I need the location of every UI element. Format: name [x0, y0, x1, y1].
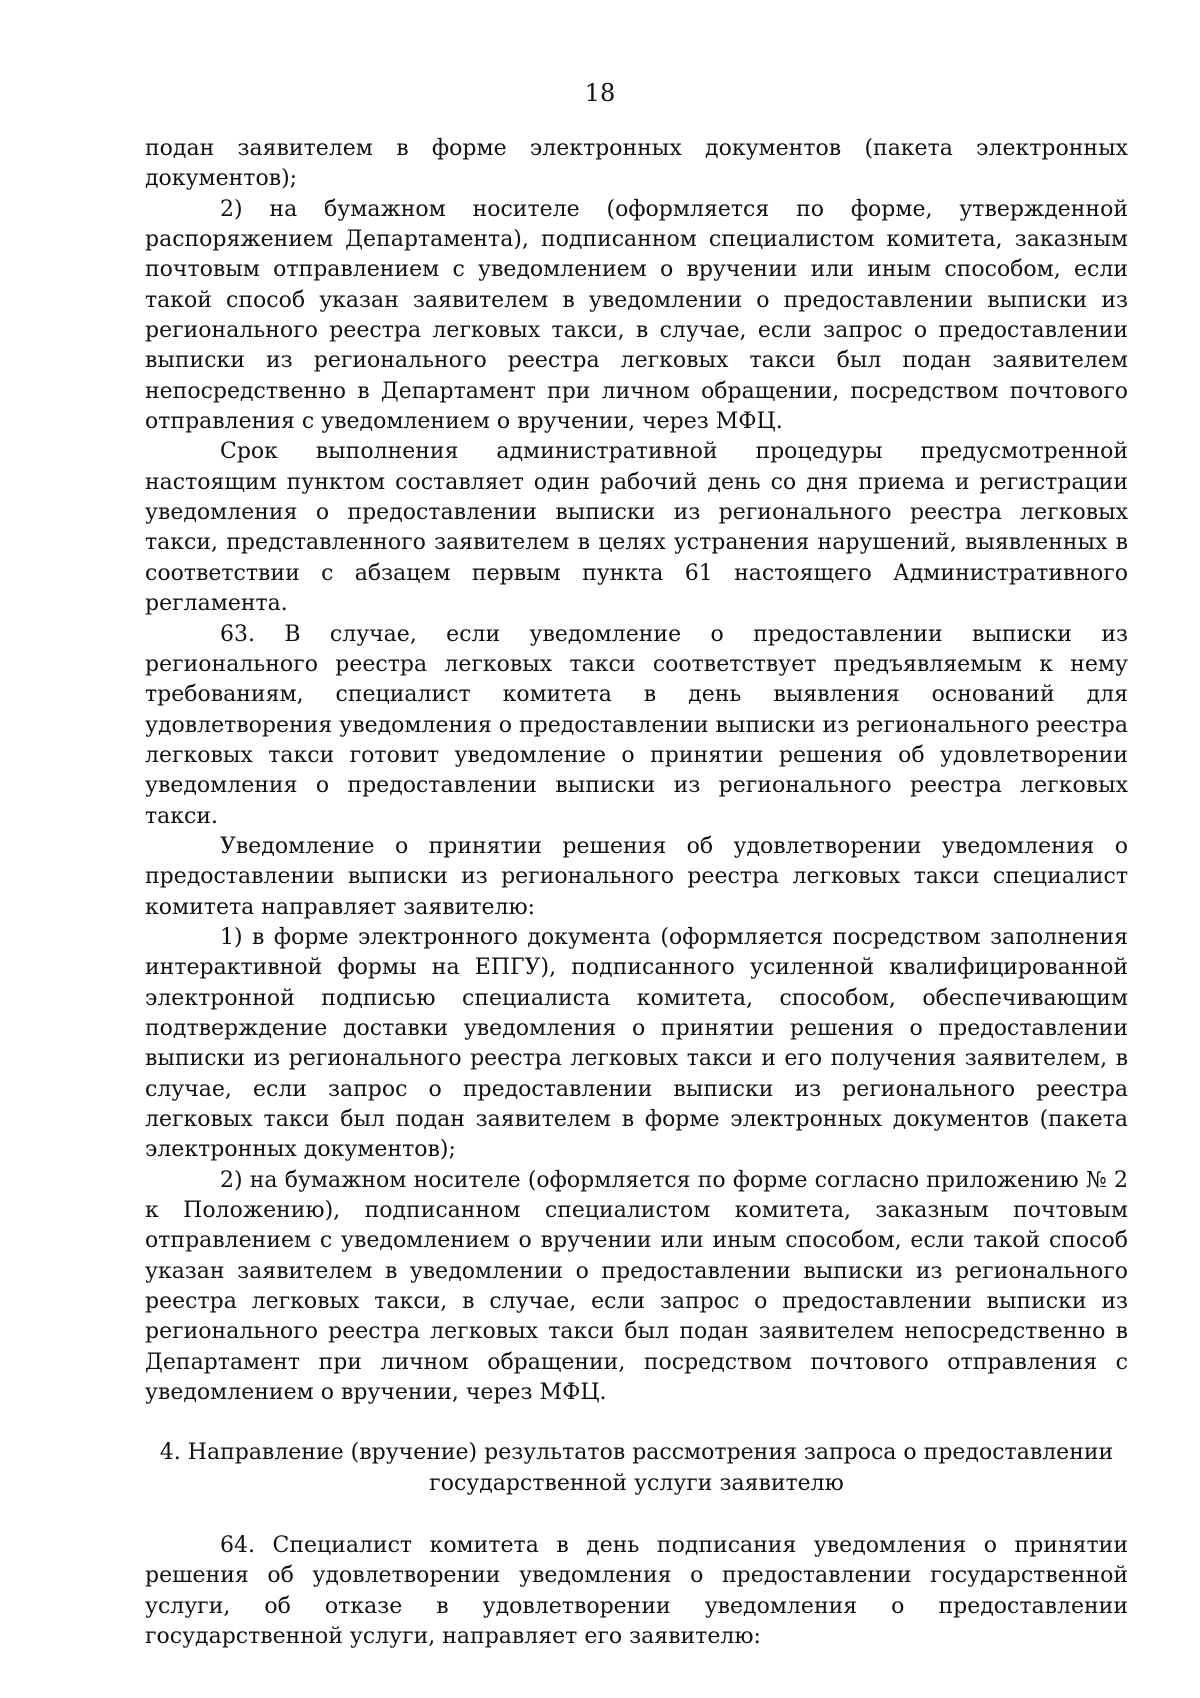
paragraph-63: 63. В случае, если уведомление о предоставлении выписки из регионального реестра легковых такси соответствует предъявляемым к нему требованиям, специалист комитета в день выявления оснований для удовлетворения уведомления о предоставлении выписки из регионального реестра легковых такси готовит уведомление о принятии решения об удовлетворении уведомления о предоставлении выписки из регионального реестра легковых такси. — [145, 621, 1128, 829]
page-number: 18 — [584, 79, 616, 107]
paragraph-item-2-paper: 2) на бумажном носителе (оформляется по форме, утвержденной распоряжением Департамента), подписанном специалистом комитета, заказным почтовым отправлением с уведомлением о вручении или иным способом, если такой способ указан заявителем в уведомлении о предоставлении выписки из регионального реестра легковых такси, в случае, если запрос о предоставлении выписки из регионального реестра легковых такси был подан заявителем непосредственно в Департамент при личном обращении, посредством почтового отправления с уведомлением о вручении, через МФЦ. — [145, 196, 1128, 435]
section-heading-line-2: государственной услуги заявителю — [429, 1470, 844, 1496]
paragraph-notification: Уведомление о принятии решения об удовлетворении уведомления о предоставлении выписки из регионального реестра легковых такси специалист комитета направляет заявителю: — [145, 833, 1128, 920]
paragraph-item-2-paper-second: 2) на бумажном носителе (оформляется по форме согласно приложению № 2 к Положению), подписанном специалистом комитета, заказным почтовым отправлением с уведомлением о вручении или иным способом, если такой способ указан заявителем в уведомлении о предоставлении выписки из регионального реестра легковых такси, в случае, если запрос о предоставлении выписки из регионального реестра легковых такси был подан заявителем непосредственно в Департамент при личном обращении, посредством почтового отправления с уведомлением о вручении, через МФЦ. — [145, 1167, 1128, 1406]
paragraph-item-1-electronic: 1) в форме электронного документа (оформляется посредством заполнения интерактивной формы на ЕПГУ), подписанного усиленной квалифицированной электронной подписью специалиста комитета, способом, обеспечивающим подтверждение доставки уведомления о принятии решения о предоставлении выписки из регионального реестра легковых такси и его получения заявителем, в случае, если запрос о предоставлении выписки из регионального реестра легковых такси был подан заявителем в форме электронных документов (пакета электронных документов); — [145, 924, 1128, 1163]
section-heading — [145, 1438, 1128, 1499]
paragraph-continuation: подан заявителем в форме электронных документов (пакета электронных документов); — [145, 136, 1128, 192]
paragraph-64: 64. Специалист комитета в день подписания уведомления о принятии решения об удовлетворении уведомления о предоставлении государственной услуги, об отказе в удовлетворении уведомления о предоставлении государственной услуги, направляет его заявителю: — [145, 1533, 1128, 1650]
document-body — [145, 134, 1128, 1653]
paragraph-deadline: Срок выполнения административной процедуры предусмотренной настоящим пунктом составляет один рабочий день со дня приема и регистрации уведомления о предоставлении выписки из регионального реестра легковых такси, представленного заявителем в целях устранения нарушений, выявленных в соответствии с абзацем первым пункта 61 настоящего Административного регламента. — [145, 439, 1128, 617]
section-heading-line-1: 4. Направление (вручение) результатов рассмотрения запроса о предоставлении — [159, 1440, 1114, 1466]
